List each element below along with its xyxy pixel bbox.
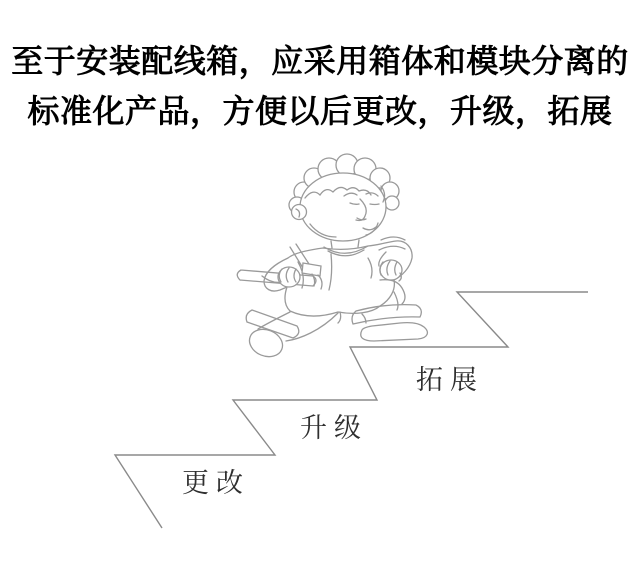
caption-line-2: 标准化产品，方便以后更改，升级，拓展 bbox=[27, 93, 613, 129]
boot-toe bbox=[245, 325, 286, 362]
step-label-expand: 拓展 bbox=[416, 365, 484, 395]
step-label-upgrade: 升级 bbox=[300, 413, 368, 443]
figure-right-fist bbox=[380, 260, 402, 280]
hair-curl bbox=[385, 196, 399, 210]
caption-line-1: 至于安装配线箱，应采用箱体和模块分离的 bbox=[11, 43, 629, 79]
figure-left-boot bbox=[245, 310, 298, 361]
step-label-change: 更改 bbox=[182, 468, 250, 498]
boot-sole bbox=[361, 323, 428, 341]
cartoon-figure bbox=[237, 154, 427, 361]
